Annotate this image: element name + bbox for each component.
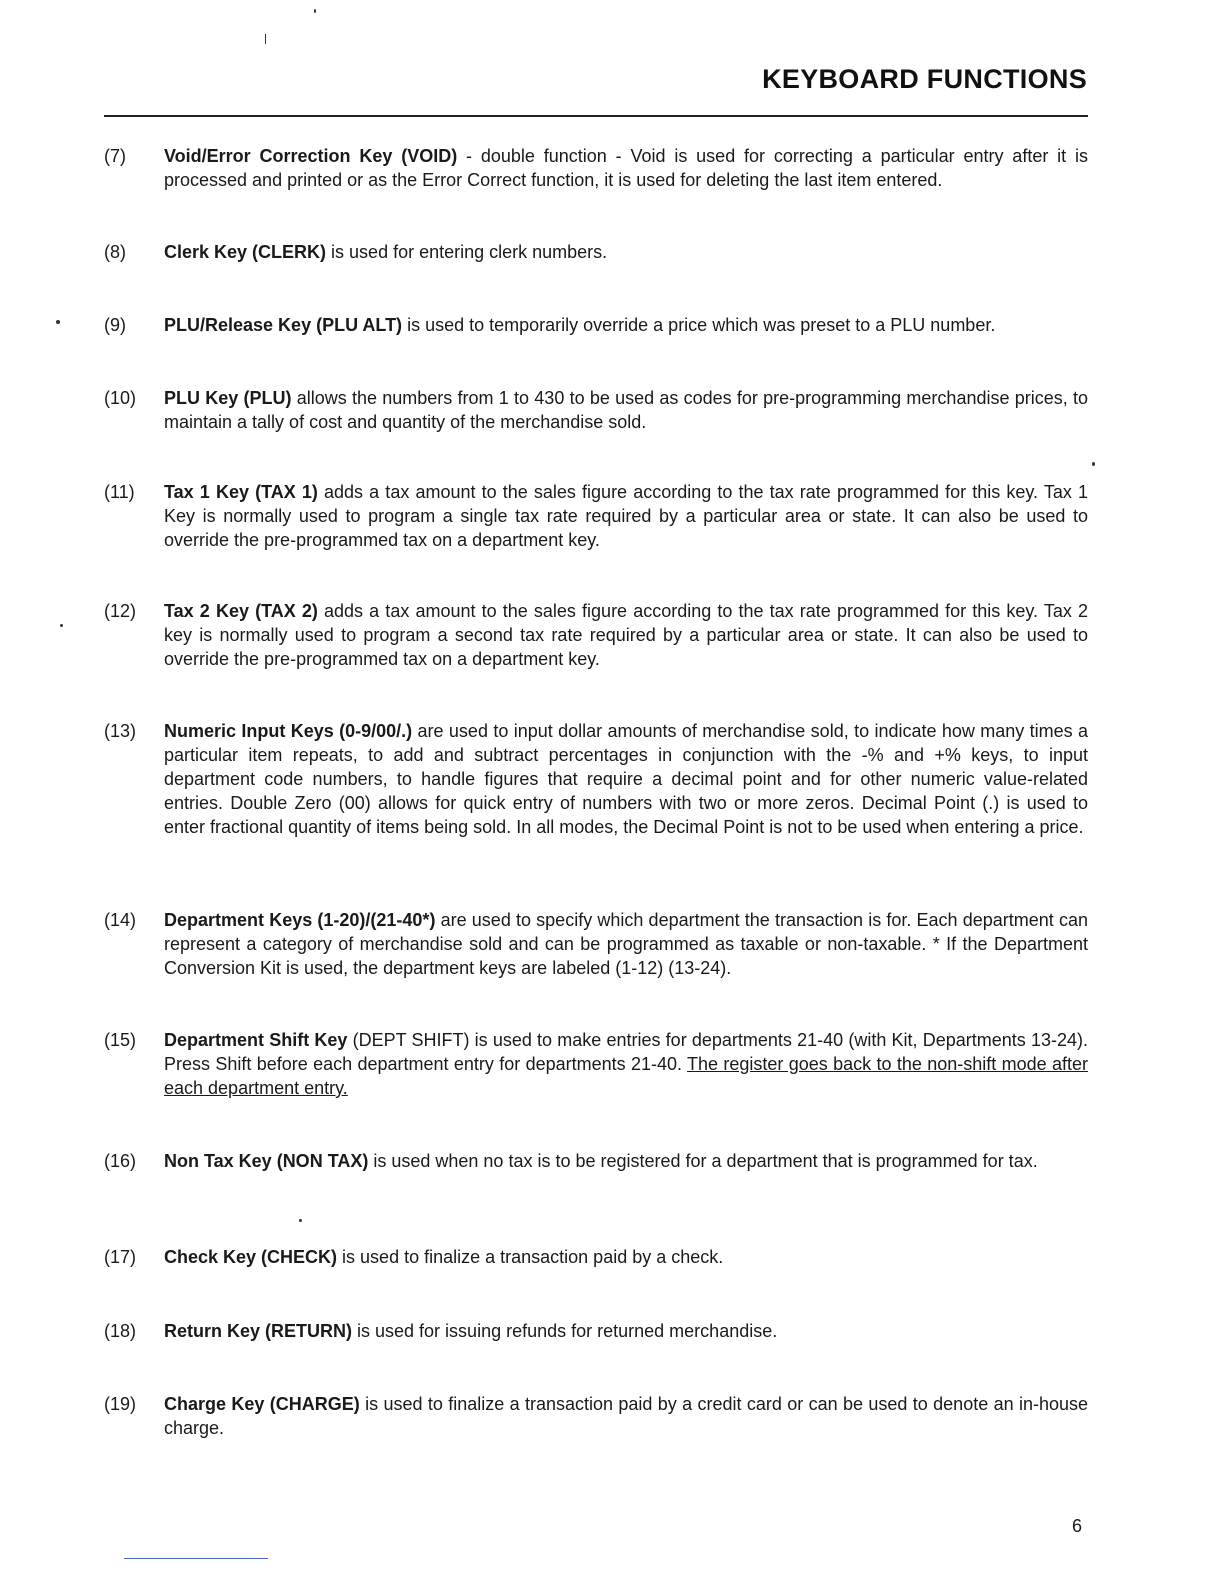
- underlined-note: The register goes back to the non-shift mode after each department entry.: [164, 1054, 1089, 1098]
- scan-speck: [314, 9, 316, 13]
- item-description: [164, 599, 1088, 671]
- footer-rule: [124, 1558, 268, 1559]
- item-description: [164, 480, 1088, 552]
- key-description: is used to finalize a transaction paid by a check.: [337, 1247, 724, 1267]
- item-number: (9): [104, 315, 126, 335]
- page-title: KEYBOARD FUNCTIONS: [762, 64, 1087, 94]
- key-name: Charge Key (CHARGE): [164, 1394, 360, 1414]
- item-description: [164, 386, 1088, 434]
- item-number: (7): [104, 146, 126, 166]
- item-number: (13): [104, 721, 137, 741]
- item-description: [164, 313, 1088, 337]
- item-description: [164, 1319, 1088, 1343]
- scan-speck: [60, 624, 63, 627]
- key-description: allows the numbers from 1 to 430 to be used as codes for pre-programming merchandise prices, to maintain a tally of cost and quantity of the merchandise sold.: [164, 388, 1088, 432]
- item-description: [164, 908, 1088, 980]
- item-description: [164, 1149, 1088, 1173]
- page-number: 6: [1072, 1516, 1083, 1536]
- item-description: [164, 719, 1088, 839]
- key-name: Tax 2 Key (TAX 2): [164, 601, 318, 621]
- key-description: is used for entering clerk numbers.: [326, 242, 608, 262]
- scan-speck: [56, 320, 60, 324]
- key-description: are used to specify which department the transaction is for. Each department can represent a category of merchandise sold and can be programmed as taxable or non-taxable. * If the Department Conversion Kit is used, the department keys are labeled (1-12) (13-24).: [164, 910, 1088, 978]
- key-description: is used when no tax is to be registered for a department that is programmed for tax.: [368, 1151, 1038, 1171]
- key-name: Numeric Input Keys (0-9/00/.): [164, 721, 413, 741]
- item-description: [164, 1028, 1088, 1100]
- item-number: (18): [104, 1321, 137, 1341]
- key-description: adds a tax amount to the sales figure according to the tax rate programmed for this key. Tax 1 Key is normally used to program a single tax rate required by a particular area or state. It can also be used to override the pre-programmed tax on a department key.: [164, 482, 1088, 550]
- key-name: Return Key (RETURN): [164, 1321, 353, 1341]
- key-description: is used to temporarily override a price which was preset to a PLU number.: [402, 315, 996, 335]
- item-description: [164, 144, 1088, 192]
- header-divider: [104, 115, 1088, 117]
- key-name: Void/Error Correction Key (VOID): [164, 146, 458, 166]
- key-name: Non Tax Key (NON TAX): [164, 1151, 369, 1171]
- key-name: Department Shift Key: [164, 1030, 348, 1050]
- item-number: (15): [104, 1030, 137, 1050]
- item-number: (12): [104, 601, 137, 621]
- scan-speck: [299, 1219, 302, 1222]
- key-name: Department Keys (1-20)/(21-40*): [164, 910, 436, 930]
- scan-speck: [265, 34, 266, 44]
- key-description: adds a tax amount to the sales figure according to the tax rate programmed for this key. Tax 2 key is normally used to program a second tax rate required by a particular area or state. It can also be used to override the pre-programmed tax on a department key.: [164, 601, 1088, 669]
- item-number: (16): [104, 1151, 137, 1171]
- key-description: is used to finalize a transaction paid by a credit card or can be used to denote an in-house charge.: [164, 1394, 1089, 1438]
- key-description: are used to input dollar amounts of merchandise sold, to indicate how many times a particular item repeats, to add and subtract percentages in conjunction with the -% and +% keys, to input department code numbers, to handle figures that require a decimal point and for other numeric value-related entries. Double Zero (00) allows for quick entry of numbers with two or more zeros. Decimal Point (.) is used to enter fractional quantity of items being sold. In all modes, the Decimal Point is not to be used when entering a price.: [164, 721, 1088, 837]
- key-description: is used for issuing refunds for returned merchandise.: [352, 1321, 778, 1341]
- item-number: (10): [104, 388, 137, 408]
- item-number: (17): [104, 1247, 137, 1267]
- key-name: PLU/Release Key (PLU ALT): [164, 315, 403, 335]
- item-description: [164, 1392, 1088, 1440]
- key-description: - double function - Void is used for correcting a particular entry after it is processed and printed or as the Error Correct function, it is used for deleting the last item entered.: [164, 146, 1088, 190]
- key-name: Tax 1 Key (TAX 1): [164, 482, 318, 502]
- key-name: Clerk Key (CLERK): [164, 242, 327, 262]
- item-number: (19): [104, 1394, 137, 1414]
- item-number: (8): [104, 242, 126, 262]
- key-name: Check Key (CHECK): [164, 1247, 338, 1267]
- item-number: (11): [104, 482, 135, 502]
- item-description: [164, 1245, 1088, 1269]
- item-number: (14): [104, 910, 137, 930]
- scan-speck: [1092, 462, 1095, 466]
- item-description: [164, 240, 1088, 264]
- key-description: (DEPT SHIFT) is used to make entries for departments 21-40 (with Kit, Departments 13-24). Press Shift before each department entry for departments 21-40.: [164, 1030, 1088, 1074]
- key-name: PLU Key (PLU): [164, 388, 292, 408]
